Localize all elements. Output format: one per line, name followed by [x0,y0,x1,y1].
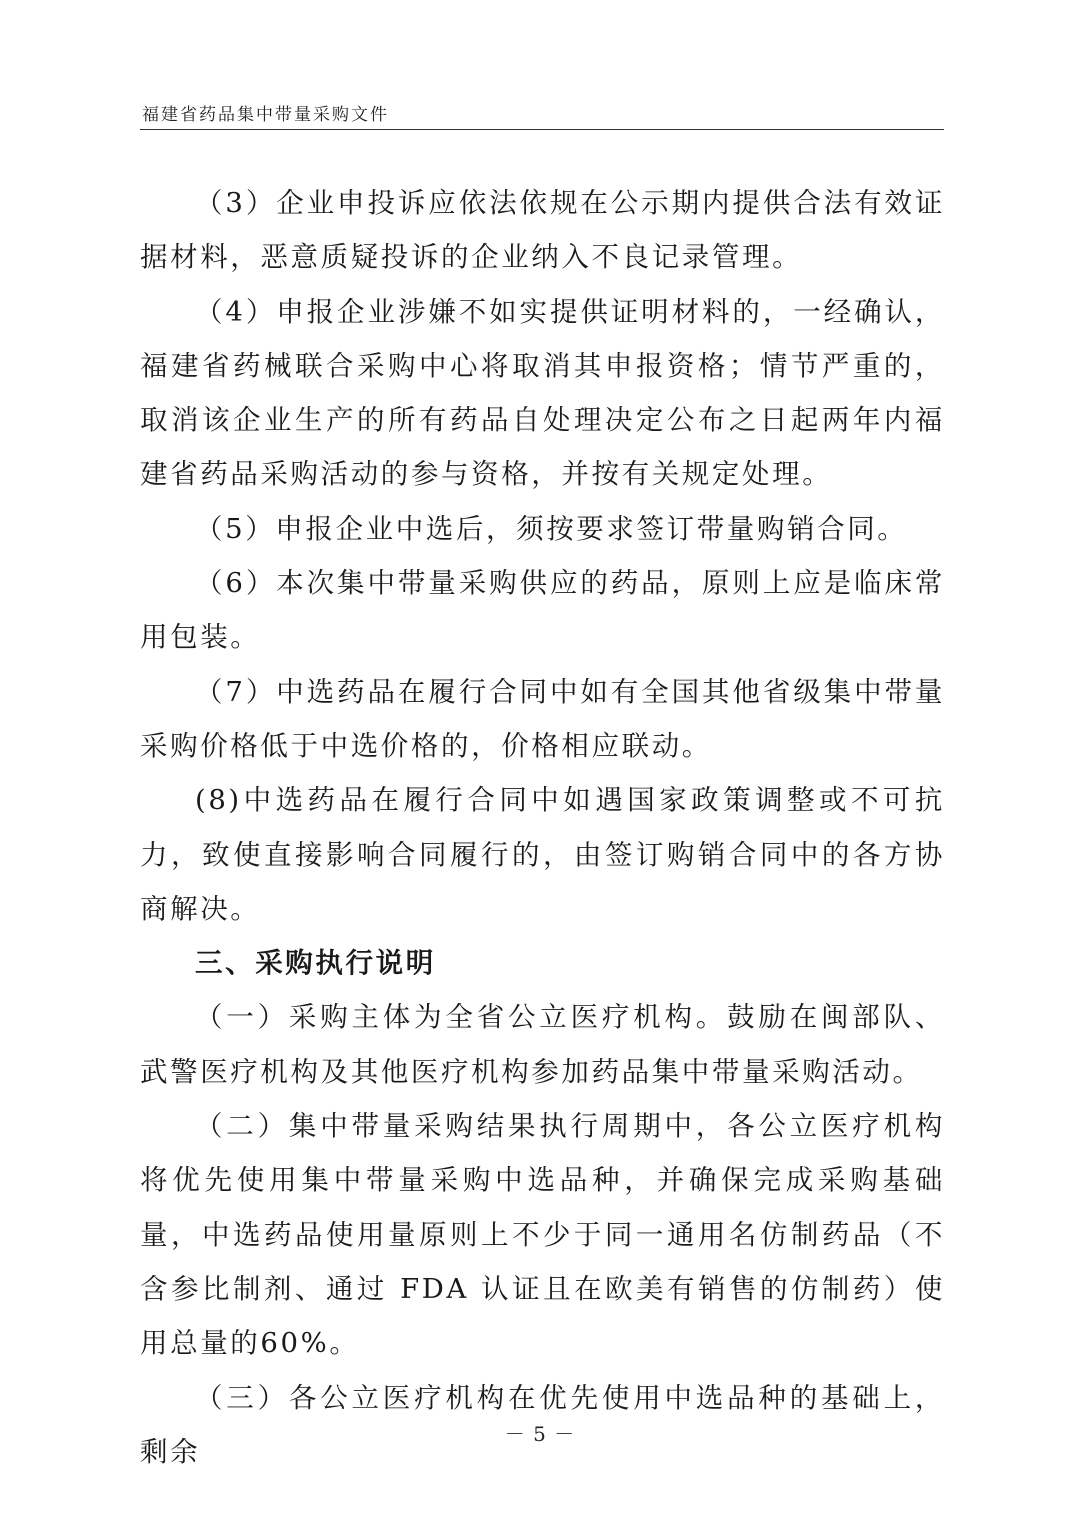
header-divider [140,129,944,130]
paragraph-subsection-2: （二）集中带量采购结果执行周期中，各公立医疗机构将优先使用集中带量采购中选品种，并确保完成采购基础量，中选药品使用量原则上不少于同一通用名仿制药品（不含参比制剂、通过 FDA 认证且在欧美有销售的仿制药）使用总量的60%。 [140,1110,945,1360]
page-number: － 5 － [504,1422,576,1446]
paragraph-subsection-3: （三）各公立医疗机构在优先使用中选品种的基础上，剩余 [140,1381,945,1468]
paragraph-subsection-1: （一）采购主体为全省公立医疗机构。鼓励在闽部队、武警医疗机构及其他医疗机构参加药品集中带量采购活动。 [140,1001,945,1088]
paragraph-item-4: （4）申报企业涉嫌不如实提供证明材料的，一经确认，福建省药械联合采购中心将取消其申报资格；情节严重的，取消该企业生产的所有药品自处理决定公布之日起两年内福建省药品采购活动的参与资格，并按有关规定处理。 [140,295,945,491]
section-heading: 三、采购执行说明 [195,947,436,980]
document-header-title: 福建省药品集中带量采购文件 [142,105,389,125]
paragraph-item-8: (8)中选药品在履行合同中如遇国家政策调整或不可抗力，致使直接影响合同履行的，由签订购销合同中的各方协商解决。 [140,784,945,925]
paragraph-item-6: （6）本次集中带量采购供应的药品，原则上应是临床常用包装。 [140,567,945,654]
paragraph-item-5: （5）申报企业中选后，须按要求签订带量购销合同。 [195,512,908,545]
document-body [140,176,945,1479]
paragraph-item-7: （7）中选药品在履行合同中如有全国其他省级集中带量采购价格低于中选价格的，价格相应联动。 [140,675,945,762]
paragraph-item-3: （3）企业申投诉应依法依规在公示期内提供合法有效证据材料，恶意质疑投诉的企业纳入不良记录管理。 [140,187,945,274]
